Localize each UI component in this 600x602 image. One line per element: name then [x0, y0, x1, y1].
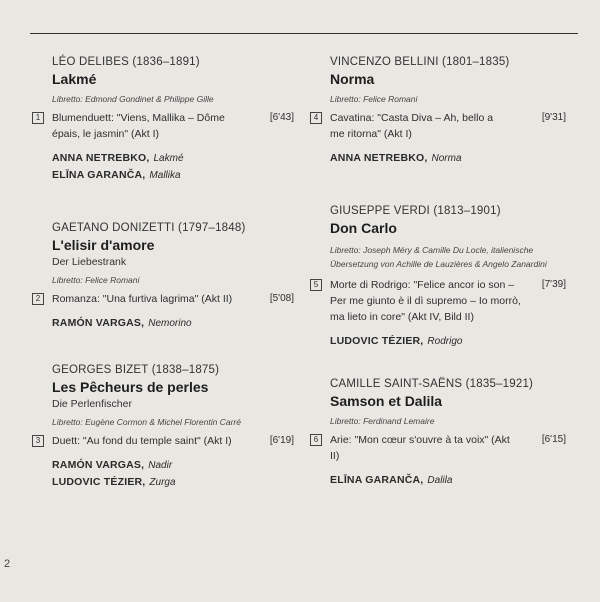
track-duration: [6'19] — [269, 435, 294, 446]
track-title: Arie: "Mon cœur s'ouvre à ta voix" (Akt II) — [330, 434, 510, 462]
libretto: Libretto: Edmond Gondinet & Philippe Gille — [52, 94, 214, 104]
track-number: 1 — [32, 112, 44, 124]
performer-role: Rodrigo — [427, 336, 463, 347]
performer — [52, 150, 294, 167]
performer-name: RAMÓN VARGAS, — [52, 317, 145, 329]
performer-name: ANNA NETREBKO, — [52, 152, 150, 164]
opera-title: L'elisir d'amore — [52, 237, 155, 253]
entry-bellini — [313, 56, 566, 167]
performers — [52, 315, 294, 332]
entry-bizet — [35, 364, 294, 491]
track-duration: [7'39] — [541, 279, 566, 290]
opera-title: Don Carlo — [330, 220, 397, 236]
entry-saint-saens — [313, 378, 566, 489]
track-title: Morte di Rodrigo: "Felice ancor io son – Per me giunto è il dì supremo – Io morrò, ma lieto in core" (Akt IV, Bild II) — [330, 279, 521, 323]
performer-name: LUDOVIC TÉZIER, — [52, 476, 146, 488]
libretto: Libretto: Joseph Méry & Camille Du Locle, italienische Übersetzung von Achille de Lauzières & Angelo Zanardini — [330, 245, 547, 269]
track-duration: [6'15] — [541, 434, 566, 445]
track-duration: [5'08] — [269, 293, 294, 304]
opera-subtitle: Der Liebestrank — [52, 256, 127, 268]
composer: GIUSEPPE VERDI (1813–1901) — [330, 205, 501, 217]
composer: GEORGES BIZET (1838–1875) — [52, 364, 220, 376]
track — [35, 110, 294, 142]
track-number: 3 — [32, 435, 44, 447]
track-duration: [6'43] — [269, 112, 294, 123]
performer-name: ELĪNA GARANČA, — [330, 474, 424, 486]
performer-role: Nemorino — [148, 318, 192, 329]
composer: VINCENZO BELLINI (1801–1835) — [330, 56, 510, 68]
track — [313, 432, 566, 464]
performers — [330, 333, 566, 350]
performers — [52, 150, 294, 184]
track — [35, 433, 294, 449]
libretto: Libretto: Ferdinand Lemaire — [330, 416, 435, 426]
opera-subtitle: Die Perlenfischer — [52, 398, 132, 410]
libretto: Libretto: Felice Romani — [52, 275, 140, 285]
entry-donizetti — [35, 222, 294, 332]
performer — [330, 333, 566, 350]
performer-role: Norma — [431, 153, 462, 164]
performer-name: ANNA NETREBKO, — [330, 152, 428, 164]
performer — [330, 150, 566, 167]
top-rule — [30, 33, 578, 34]
opera-title: Lakmé — [52, 71, 97, 87]
composer: CAMILLE SAINT-SAËNS (1835–1921) — [330, 378, 534, 390]
performers — [330, 150, 566, 167]
composer: GAETANO DONIZETTI (1797–1848) — [52, 222, 246, 234]
performer-name: ELĪNA GARANČA, — [52, 169, 146, 181]
track — [313, 277, 566, 325]
opera-title: Samson et Dalila — [330, 393, 443, 409]
track-number: 6 — [310, 434, 322, 446]
track-title: Romanza: "Una furtiva lagrima" (Akt II) — [52, 293, 233, 305]
track-number: 5 — [310, 279, 322, 291]
performer — [52, 457, 294, 474]
performer-name: LUDOVIC TÉZIER, — [330, 335, 424, 347]
entry-delibes — [35, 56, 294, 184]
performer — [52, 315, 294, 332]
performer-role: Nadir — [148, 460, 173, 471]
performers — [330, 472, 566, 489]
performer — [52, 474, 294, 491]
performers — [52, 457, 294, 491]
track-title: Duett: "Au fond du temple saint" (Akt I) — [52, 435, 232, 447]
entry-verdi — [313, 205, 566, 350]
track-title: Cavatina: "Casta Diva – Ah, bello a me ritorna" (Akt I) — [330, 112, 494, 140]
performer-name: RAMÓN VARGAS, — [52, 459, 145, 471]
page-number: 2 — [4, 558, 11, 570]
track-title: Blumenduett: "Viens, Mallika – Dôme épais, le jasmin" (Akt I) — [52, 112, 225, 140]
track-duration: [9'31] — [541, 112, 566, 123]
track — [313, 110, 566, 142]
opera-title: Les Pêcheurs de perles — [52, 379, 209, 395]
performer-role: Dalila — [427, 475, 453, 486]
track-number: 4 — [310, 112, 322, 124]
performer — [330, 472, 566, 489]
libretto: Libretto: Eugène Cormon & Michel Florentin Carré — [52, 417, 241, 427]
libretto: Libretto: Felice Romani — [330, 94, 418, 104]
performer-role: Mallika — [149, 170, 181, 181]
performer — [52, 167, 294, 184]
right-column — [310, 56, 566, 489]
performer-role: Zurga — [149, 477, 176, 488]
track — [35, 291, 294, 307]
track-number: 2 — [32, 293, 44, 305]
opera-title: Norma — [330, 71, 375, 87]
composer: LÉO DELIBES (1836–1891) — [52, 56, 200, 68]
left-column — [32, 56, 294, 491]
performer-role: Lakmé — [153, 153, 184, 164]
